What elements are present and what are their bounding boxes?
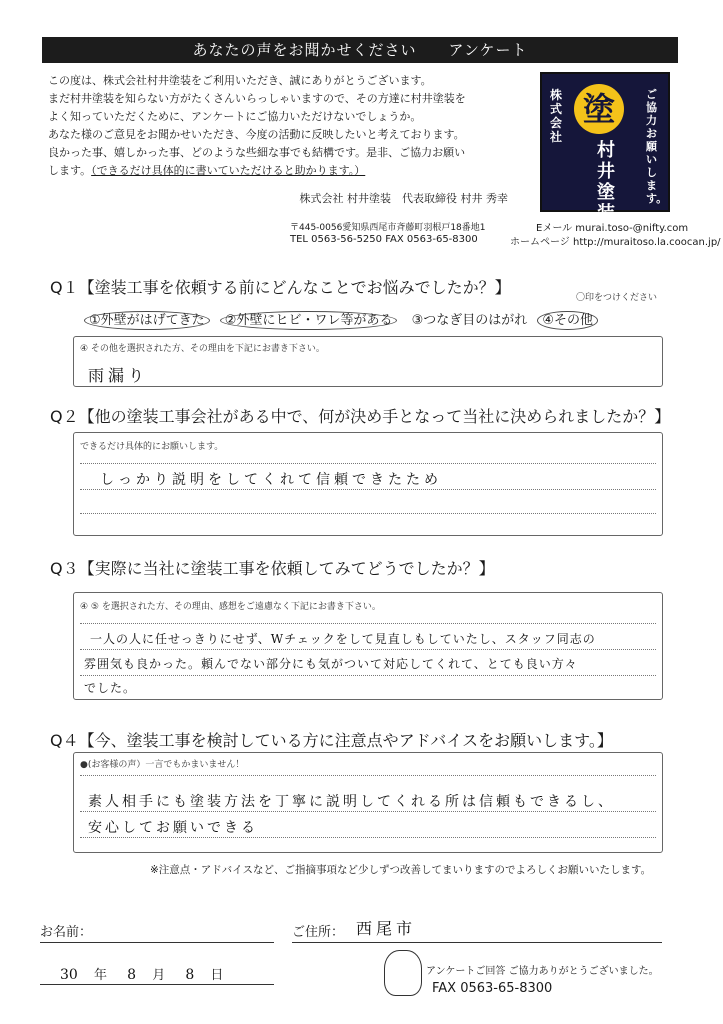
q3-title: Q３【実際に当社に塗装工事を依頼してみてどうでしたか？】 xyxy=(50,559,495,578)
q2-title: Q２【他の塗装工事会社がある中で、何が決め手となって当社に決められましたか？】 xyxy=(50,407,671,426)
company-phone-fax: TEL 0563-56-5250 FAX 0563-65-8300 xyxy=(290,234,478,245)
q1-option-1-selected[interactable]: ①外壁がはげてきた xyxy=(84,311,210,330)
date-month: 8 xyxy=(127,967,137,983)
footer-thanks: アンケートご回答 ご協力ありがとうございました。 xyxy=(426,966,659,977)
intro-line: よく知っていただくために、アンケートにご協力いただけないでしょうか。 xyxy=(48,110,422,123)
logo-company-type: 株式会社 xyxy=(550,88,563,144)
q4-guideline xyxy=(80,837,656,838)
address-value: 西尾市 xyxy=(356,919,417,938)
q3-guideline xyxy=(80,623,656,624)
intro-line: この度は、株式会社村井塗装をご利用いただき、誠にありがとうございます。 xyxy=(48,74,432,87)
q1-option-2-selected[interactable]: ②外壁にヒビ・ワレ等がある xyxy=(220,311,398,330)
intro-line: まだ村井塗装を知らない方がたくさんいらっしゃいますので、その方達に村井塗装を xyxy=(48,92,466,105)
q1-hint: ④ その他を選択された方、その理由を下記にお書き下さい。 xyxy=(80,344,325,354)
intro-underlined-note: （できるだけ具体的に書いていただけると助かります。） xyxy=(91,164,366,177)
q3-answer-box[interactable] xyxy=(73,592,663,700)
q3-guideline xyxy=(80,675,656,676)
company-logo xyxy=(540,72,670,224)
date-month-unit: 月 xyxy=(152,968,166,983)
company-email: Eメール murai.toso-@nifty.com xyxy=(536,223,689,234)
q1-title: Q１【塗装工事を依頼する前にどんなことでお悩みでしたか？】 xyxy=(50,278,511,297)
q4-guideline xyxy=(80,811,656,812)
name-field-line[interactable] xyxy=(40,942,274,943)
q2-guideline xyxy=(80,513,656,514)
intro-line: あなた様のご意見をお聞かせいただき、今度の活動に反映したいと考えております。 xyxy=(48,128,465,141)
q3-answer-line: 雰囲気も良かった。頼んでない部分にも気がついて対応してくれて、とても良い方々 xyxy=(84,657,578,671)
name-label: お名前： xyxy=(40,925,93,940)
footnote: ※注意点・アドバイスなど、ご指摘事項など少しずつ改善してまいりますのでよろしくお願いいたします。 xyxy=(150,864,652,876)
q4-answer-line: 安心してお願いできる xyxy=(88,820,258,836)
date-day: 8 xyxy=(185,967,195,983)
q2-answer-box[interactable] xyxy=(73,432,663,536)
q1-answer-box[interactable] xyxy=(73,336,663,387)
q2-hint: できるだけ具体的にお願いします。 xyxy=(80,442,224,452)
logo-slogan: ご協力お願いします。 xyxy=(646,88,668,205)
intro-line-end: します。 xyxy=(48,164,92,177)
q2-guideline xyxy=(80,489,656,490)
q1-option-3[interactable]: ③つなぎ目のはがれ xyxy=(411,313,528,328)
q1-option-4-selected[interactable]: ④その他 xyxy=(537,311,598,330)
mascot-cat-icon xyxy=(384,950,422,996)
q3-hint: ④ ⑤ を選択された方、その理由、感想をご遠慮なく下記にお書き下さい。 xyxy=(80,602,381,612)
logo-company-name: 村井塗装 xyxy=(597,140,615,224)
q3-answer-line: 一人の人に任せっきりにせず、Wチェックをして見直しもしていたし、スタッフ同志の xyxy=(90,632,596,646)
date-day-unit: 日 xyxy=(210,968,224,983)
company-homepage: ホームページ http://muraitoso.la.coocan.jp/ xyxy=(510,237,721,248)
company-signature: 株式会社 村井塗装 代表取締役 村井 秀幸 xyxy=(299,192,508,205)
address-field-line[interactable] xyxy=(292,942,662,943)
q2-guideline xyxy=(80,463,656,464)
date xyxy=(60,964,223,983)
date-field-line xyxy=(40,984,274,985)
q1-instruction: 〇印をつけください xyxy=(576,293,658,303)
q3-guideline xyxy=(80,649,656,650)
intro-line: 良かった事、嬉しかった事、どのような些細な事でも結構です。是非、ご協力お願い xyxy=(48,146,466,159)
q1-options xyxy=(84,309,598,328)
date-year: 30 xyxy=(60,967,78,983)
q4-answer-box[interactable] xyxy=(73,752,663,853)
intro-line xyxy=(48,162,528,180)
q4-guideline xyxy=(80,775,656,776)
q3-answer-line: でした。 xyxy=(84,681,137,695)
intro-text xyxy=(48,72,528,180)
q4-answer-line: 素人相手にも塗装方法を丁寧に説明してくれる所は信頼もできるし、 xyxy=(88,794,615,810)
logo-mark: 塗 xyxy=(574,84,624,134)
q2-answer: しっかり説明をしてくれて信頼できたため xyxy=(100,472,442,488)
address-label: ご住所： xyxy=(292,925,345,940)
footer-fax: FAX 0563-65-8300 xyxy=(432,981,553,996)
survey-title-bar: あなたの声をお聞かせください アンケート xyxy=(42,37,678,63)
q1-answer: 雨漏り xyxy=(88,366,149,385)
company-address: 〒445-0056愛知県西尾市斉藤町羽根戸18番地1 xyxy=(290,223,486,233)
q4-hint: ●(お客様の声）一言でもかまいません！ xyxy=(80,760,245,770)
date-year-unit: 年 xyxy=(93,968,107,983)
q4-title: Q４【今、塗装工事を検討している方に注意点やアドバイスをお願いします。】 xyxy=(50,731,613,750)
